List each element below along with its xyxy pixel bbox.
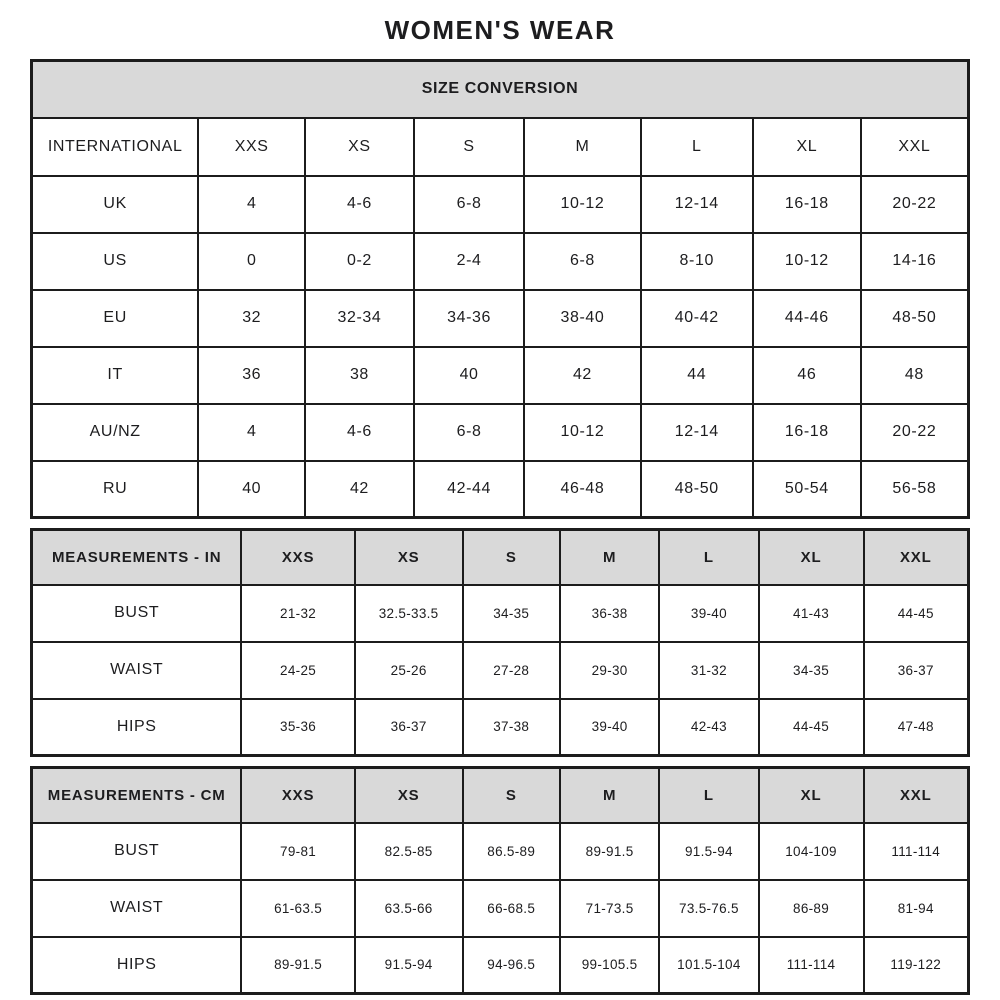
size-cell: 6-8 [414,176,525,233]
measurement-cell: 86-89 [759,880,864,937]
size-cell: 0 [198,233,305,290]
measurement-cell: 82.5-85 [355,823,463,880]
size-cell: 4 [198,404,305,461]
size-cell: 40 [198,461,305,518]
table-row-waist-in [32,642,969,699]
size-cell: 42-44 [414,461,525,518]
measurement-cell: 89-91.5 [560,823,659,880]
size-column-header: L [641,118,753,176]
measurement-cell: 111-114 [759,937,864,994]
size-column-header: XS [305,118,414,176]
size-cell: 46 [753,347,861,404]
table-row-it [32,347,969,404]
row-label: HIPS [32,699,242,756]
measurement-cell: 91.5-94 [355,937,463,994]
measurement-cell: 31-32 [659,642,758,699]
measurements-in-table [30,528,970,757]
measurement-cell: 36-38 [560,585,659,642]
table-banner: SIZE CONVERSION [32,61,969,118]
measurement-cell: 73.5-76.5 [659,880,758,937]
measurement-cell: 37-38 [463,699,560,756]
size-cell: 0-2 [305,233,414,290]
size-column-header: S [414,118,525,176]
size-column-header: XXL [861,118,969,176]
size-column-header: M [560,768,659,823]
measurement-cell: 42-43 [659,699,758,756]
page-title: WOMEN'S WEAR [384,15,616,45]
size-cell: 16-18 [753,404,861,461]
row-label: US [32,233,199,290]
size-column-header: XS [355,530,463,585]
size-cell: 4-6 [305,176,414,233]
size-column-header: XL [759,530,864,585]
size-column-header: XXL [864,530,969,585]
size-cell: 56-58 [861,461,969,518]
measurement-cell: 104-109 [759,823,864,880]
size-column-header: L [659,768,758,823]
size-cell: 44-46 [753,290,861,347]
measurement-cell: 35-36 [241,699,354,756]
measurement-cell: 39-40 [560,699,659,756]
size-cell: 6-8 [414,404,525,461]
measurement-cell: 71-73.5 [560,880,659,937]
table-row-hips-in [32,699,969,756]
table-row-bust-in [32,585,969,642]
size-cell: 6-8 [524,233,640,290]
row-label: BUST [32,823,242,880]
size-cell: 34-36 [414,290,525,347]
measurement-cell: 99-105.5 [560,937,659,994]
size-cell: 16-18 [753,176,861,233]
size-column-header: XS [355,768,463,823]
measurement-cell: 29-30 [560,642,659,699]
table-row-us [32,233,969,290]
table-banner-row [32,61,969,118]
measurements-cm-header-row [32,768,969,823]
table-row-aunz [32,404,969,461]
size-cell: 20-22 [861,404,969,461]
measurement-cell: 27-28 [463,642,560,699]
row-label: INTERNATIONAL [32,118,199,176]
measurement-cell: 94-96.5 [463,937,560,994]
measurement-cell: 86.5-89 [463,823,560,880]
size-cell: 14-16 [861,233,969,290]
measurement-cell: 44-45 [864,585,969,642]
size-cell: 32-34 [305,290,414,347]
row-label: AU/NZ [32,404,199,461]
size-conversion-table [30,59,970,519]
size-cell: 48 [861,347,969,404]
measurement-cell: 34-35 [463,585,560,642]
measurement-cell: 63.5-66 [355,880,463,937]
size-cell: 8-10 [641,233,753,290]
size-column-header: L [659,530,758,585]
size-cell: 38 [305,347,414,404]
measurement-cell: 25-26 [355,642,463,699]
size-cell: 12-14 [641,404,753,461]
size-cell: 10-12 [753,233,861,290]
size-cell: 46-48 [524,461,640,518]
measurement-cell: 91.5-94 [659,823,758,880]
size-column-header: XXS [198,118,305,176]
size-cell: 10-12 [524,176,640,233]
measurement-cell: 39-40 [659,585,758,642]
measurement-cell: 36-37 [355,699,463,756]
measurement-cell: 66-68.5 [463,880,560,937]
table-row-uk [32,176,969,233]
size-cell: 10-12 [524,404,640,461]
size-cell: 42 [305,461,414,518]
table-title: MEASUREMENTS - IN [32,530,242,585]
measurement-cell: 36-37 [864,642,969,699]
table-row-ru [32,461,969,518]
size-cell: 42 [524,347,640,404]
row-label: BUST [32,585,242,642]
size-cell: 48-50 [861,290,969,347]
size-column-header: XL [753,118,861,176]
row-label: RU [32,461,199,518]
measurement-cell: 79-81 [241,823,354,880]
row-label: HIPS [32,937,242,994]
size-cell: 2-4 [414,233,525,290]
size-column-header: S [463,768,560,823]
measurements-cm-table [30,766,970,995]
measurement-cell: 44-45 [759,699,864,756]
measurement-cell: 89-91.5 [241,937,354,994]
size-column-header: XXS [241,530,354,585]
table-row-bust-cm [32,823,969,880]
size-column-header: XL [759,768,864,823]
measurement-cell: 47-48 [864,699,969,756]
table-row-hips-cm [32,937,969,994]
table-row-eu [32,290,969,347]
size-cell: 48-50 [641,461,753,518]
measurement-cell: 32.5-33.5 [355,585,463,642]
table-row-waist-cm [32,880,969,937]
measurement-cell: 21-32 [241,585,354,642]
row-label: IT [32,347,199,404]
measurement-cell: 111-114 [864,823,969,880]
size-column-header: M [560,530,659,585]
row-label: WAIST [32,642,242,699]
table-title: MEASUREMENTS - CM [32,768,242,823]
size-column-header: S [463,530,560,585]
size-column-header: XXS [241,768,354,823]
size-cell: 40 [414,347,525,404]
size-conversion-header-row [32,118,969,176]
row-label: UK [32,176,199,233]
size-cell: 20-22 [861,176,969,233]
size-cell: 12-14 [641,176,753,233]
size-cell: 40-42 [641,290,753,347]
row-label: WAIST [32,880,242,937]
size-cell: 38-40 [524,290,640,347]
measurement-cell: 34-35 [759,642,864,699]
size-cell: 44 [641,347,753,404]
measurement-cell: 101.5-104 [659,937,758,994]
row-label: EU [32,290,199,347]
size-cell: 36 [198,347,305,404]
size-cell: 32 [198,290,305,347]
size-column-header: XXL [864,768,969,823]
measurement-cell: 24-25 [241,642,354,699]
size-cell: 50-54 [753,461,861,518]
size-cell: 4-6 [305,404,414,461]
measurement-cell: 61-63.5 [241,880,354,937]
size-cell: 4 [198,176,305,233]
measurements-in-header-row [32,530,969,585]
measurement-cell: 81-94 [864,880,969,937]
measurement-cell: 119-122 [864,937,969,994]
measurement-cell: 41-43 [759,585,864,642]
size-column-header: M [524,118,640,176]
